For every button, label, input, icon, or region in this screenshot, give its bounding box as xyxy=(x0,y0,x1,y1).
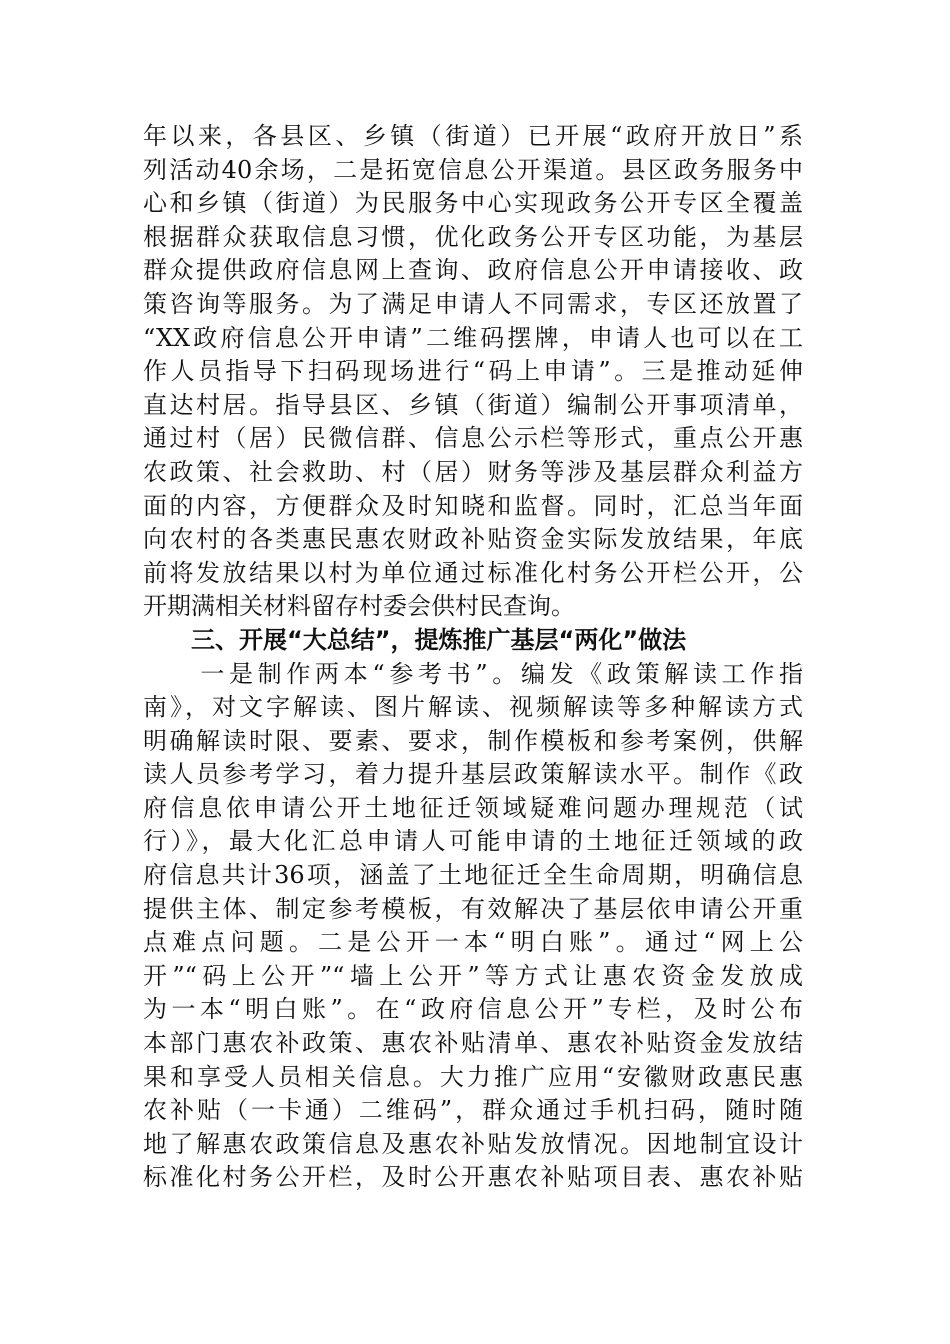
text-line: 提供主体、制定参考模板，有效解决了基层依申请公开重 xyxy=(143,894,803,923)
text-line: 明确解读时限、要素、要求，制作模板和参考案例，供解 xyxy=(143,726,803,755)
text-line: 面的内容，方便群众及时知晓和监督。同时，汇总当年面 xyxy=(143,491,803,520)
text-line: 行）》，最大化汇总申请人可能申请的土地征迁领域的政 xyxy=(143,827,803,856)
text-line: “XX政府信息公开申请”二维码摆牌，申请人也可以在工 xyxy=(143,323,803,352)
text-line: 群众提供政府信息网上查询、政府信息公开申请接收、政 xyxy=(143,256,803,285)
text-line: 向农村的各类惠民惠农财政补贴资金实际发放结果，年底 xyxy=(143,525,803,554)
text-line: 为一本“明白账”。在“政府信息公开”专栏，及时公布 xyxy=(143,995,803,1024)
text-line: 策咨询等服务。为了满足申请人不同需求，专区还放置了 xyxy=(143,289,803,318)
text-line: 开期满相关材料留存村委会供村民查询。 xyxy=(143,592,575,621)
text-line: 心和乡镇（街道）为民服务中心实现政务公开专区全覆盖 xyxy=(143,189,803,218)
text-line: 年以来，各县区、乡镇（街道）已开展“政府开放日”系 xyxy=(143,122,803,150)
text-line: 通过村（居）民微信群、信息公示栏等形式，重点公开惠 xyxy=(143,424,803,453)
text-line: 点难点问题。二是公开一本“明白账”。通过“网上公 xyxy=(143,928,803,957)
paragraph-2 xyxy=(143,658,803,1196)
text-line: 南》，对文字解读、图片解读、视频解读等多种解读方式 xyxy=(143,693,803,722)
text-line: 列活动40余场，二是拓宽信息公开渠道。县区政务服务中 xyxy=(143,155,803,184)
text-line: 本部门惠农补政策、惠农补贴清单、惠农补贴资金发放结 xyxy=(143,1029,803,1058)
text-line: 府信息依申请公开土地征迁领域疑难问题办理规范（试 xyxy=(143,793,803,822)
paragraph-1 xyxy=(143,120,803,624)
text-line: 标准化村务公开栏，及时公开惠农补贴项目表、惠农补贴 xyxy=(143,1163,803,1192)
section-heading: 三、开展“大总结”，提炼推广基层“两化”做法 xyxy=(191,625,687,654)
text-line: 读人员参考学习，着力提升基层政策解读水平。制作《政 xyxy=(143,760,803,789)
text-line: 地了解惠农政策信息及惠农补贴发放情况。因地制宜设计 xyxy=(143,1129,803,1158)
document-body xyxy=(143,120,803,1195)
text-line: 农政策、社会救助、村（居）财务等涉及基层群众利益方 xyxy=(143,457,803,486)
text-line: 直达村居。指导县区、乡镇（街道）编制公开事项清单， xyxy=(143,390,803,419)
text-line: 开”“码上公开”“墙上公开”等方式让惠农资金发放成 xyxy=(143,961,803,990)
text-line: 根据群众获取信息习惯，优化政务公开专区功能，为基层 xyxy=(143,222,803,251)
text-line: 农补贴（一卡通）二维码”，群众通过手机扫码，随时随 xyxy=(143,1096,803,1125)
text-line: 作人员指导下扫码现场进行“码上申请”。三是推动延伸 xyxy=(143,357,803,386)
text-line: 前将发放结果以村为单位通过标准化村务公开栏公开，公 xyxy=(143,558,803,587)
text-line: 一是制作两本“参考书”。编发《政策解读工作指 xyxy=(143,659,803,688)
text-line: 府信息共计36项，涵盖了土地征迁全生命周期，明确信息 xyxy=(143,861,803,890)
text-line: 果和享受人员相关信息。大力推广应用“安徽财政惠民惠 xyxy=(143,1062,803,1091)
